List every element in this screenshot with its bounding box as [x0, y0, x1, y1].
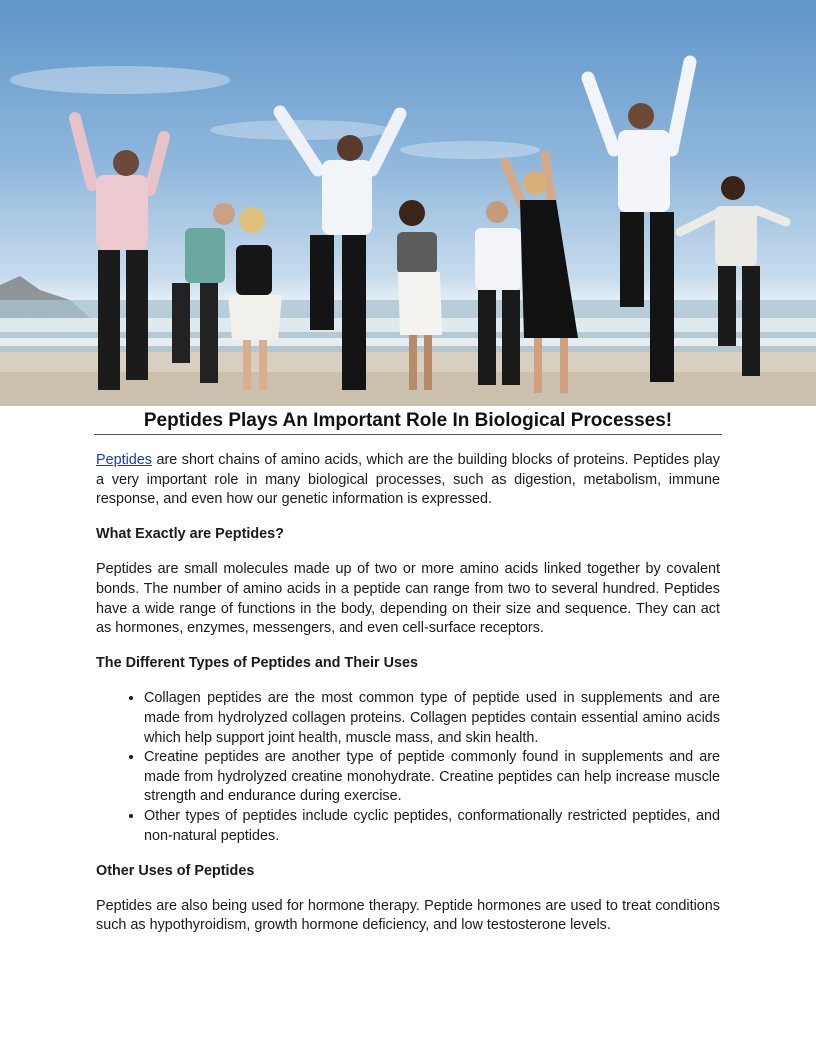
- intro-text: are short chains of amino acids, which are the building blocks of proteins. Peptides play a very important role in many biological processes, such as digestion, metabolism, immune response, and even how our genetic information is expressed.: [96, 452, 720, 508]
- types-list: [96, 689, 720, 846]
- peptides-link[interactable]: Peptides: [96, 452, 153, 468]
- intro-paragraph: [96, 451, 720, 510]
- article-body: [96, 451, 720, 951]
- list-item: • Collagen peptides are the most common type of peptide used in supplements and are made from hydrolyzed collagen proteins. Collagen peptides contain essential amino acids which help support joint health, muscle mass, and skin health.: [144, 689, 720, 748]
- hero-photo: [0, 0, 816, 406]
- section-body-other-uses: Peptides are also being used for hormone therapy. Peptide hormones are used to treat conditions such as hypothyroidism, growth hormone deficiency, and low testosterone levels.: [96, 897, 720, 934]
- section-body-what-are-peptides: Peptides are small molecules made up of two or more amino acids linked together by covalent bonds. The number of amino acids in a peptide can range from two to several hundred. Peptides have a wide range of functions in the body, depending on their size and sequence. They can act as hormones, enzymes, messengers, and even cell-surface receptors.: [96, 561, 720, 637]
- page-title: Peptides Plays An Important Role In Biological Processes!: [94, 407, 722, 435]
- beach-jumping-people-photo: [0, 0, 816, 406]
- section-heading-types: The Different Types of Peptides and Their Uses: [96, 655, 418, 672]
- section-heading-other-uses: Other Uses of Peptides: [96, 862, 255, 879]
- list-item: • Other types of peptides include cyclic peptides, conformationally restricted peptides, and non-natural peptides.: [144, 807, 720, 846]
- list-item: • Creatine peptides are another type of peptide commonly found in supplements and are made from hydrolyzed creatine monohydrate. Creatine peptides can help increase muscle strength and endurance during exercise.: [144, 748, 720, 807]
- section-heading-what-are-peptides: What Exactly are Peptides?: [96, 526, 284, 543]
